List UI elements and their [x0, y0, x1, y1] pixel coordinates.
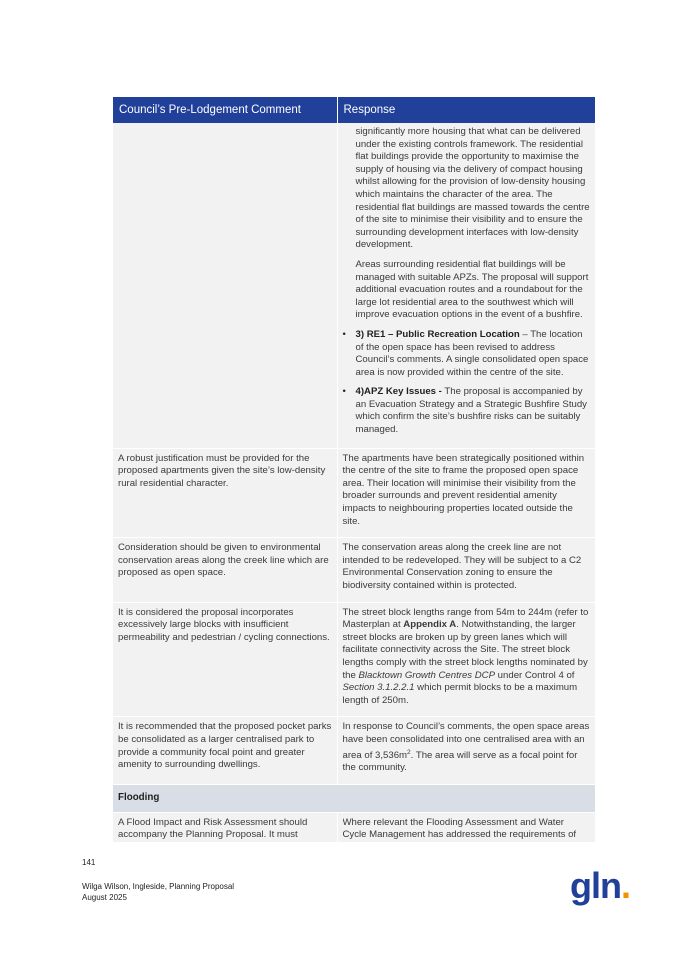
section-heading: Flooding — [113, 784, 595, 812]
response-cell — [337, 717, 595, 785]
response-paragraph: Areas surrounding residential flat buildings will be managed with suitable APZs. The proposal will support additional evacuation routes and a roundabout for the large lot residential area to the southwest which will improve evacuation options in the event of a bushfire. — [355, 258, 589, 321]
section-row — [113, 784, 595, 812]
table-header-row — [113, 97, 595, 123]
comment-cell: It is considered the proposal incorporates excessively large blocks with insufficient permeability and pedestrian / cycling connections. — [113, 602, 337, 717]
comments-response-table — [113, 97, 595, 843]
response-cell: The conservation areas along the creek line are not intended to be redeveloped. They will be subject to a C2 Environmental Conservation zoning to ensure the biodiversity contained within is protected. — [337, 538, 595, 602]
table-row — [113, 448, 595, 538]
response-cell — [337, 123, 595, 448]
section-reference: Section 3.1.2.2.1 — [342, 682, 415, 694]
table-row — [113, 812, 595, 842]
comment-text: A Flood Impact and Risk Assessment should accompany the Planning Proposal. It must — [118, 816, 308, 841]
header-response: Response — [337, 97, 595, 123]
response-text: which permit blocks to be a maximum length of 250m. — [342, 682, 578, 706]
table-row — [113, 538, 595, 602]
response-cell — [337, 812, 595, 842]
bullet-label: 4)APZ Key Issues - — [355, 386, 442, 398]
logo-dot: . — [620, 865, 630, 906]
comment-cell: It is recommended that the proposed pocket parks be consolidated as a larger centralised park to provide a community focal point and greater amenity to surrounding dwellings. — [113, 717, 337, 785]
table-row — [113, 602, 595, 717]
response-text: Where relevant the Flooding Assessment and Water Cycle Management has addressed the requirements of — [342, 816, 577, 841]
bullet-item — [343, 329, 591, 379]
comment-cell: A robust justification must be provided for the proposed apartments given the site’s low-density rural residential character. — [113, 448, 337, 538]
logo-text: gln — [570, 865, 621, 906]
response-cell: The apartments have been strategically positioned within the centre of the site to frame the proposed open space area. Their location will minimise their visibility from the broader surrounds and prevent residential amenity impacts to neighbouring properties located outside the site. — [337, 448, 595, 538]
response-text: In response to Council’s comments, the open space areas have been consolidated into one centralised area with an area of 3,536m — [342, 721, 590, 761]
comment-cell — [113, 812, 337, 842]
bullet-icon: • — [342, 328, 346, 340]
response-text: . The area will serve as a focal point for the community. — [342, 749, 578, 774]
bullet-text: The proposal is accompanied by an Evacuation Strategy and a Strategic Bushfire Study which confirm the site’s bushfire risks can be suitably managed. — [355, 386, 587, 436]
dcp-reference: Blacktown Growth Centres DCP — [358, 669, 496, 681]
comment-cell: Consideration should be given to environmental conservation areas along the creek line which are proposed as open space. — [113, 538, 337, 602]
table-row — [113, 123, 595, 448]
superscript: 2 — [407, 748, 411, 756]
header-comment: Council’s Pre-Lodgement Comment — [113, 97, 337, 123]
table-row — [113, 717, 595, 785]
document-title: Wilga Wilson, Ingleside, Planning Proposal — [82, 882, 235, 891]
response-paragraph: significantly more housing that what can be delivered under the existing controls framework. The residential flat buildings provide the opportunity to maximise the supply of housing via the delivery of compact housing whilst allowing for the provision of low-density housing which maintains the character of the area. The residential flat buildings are massed towards the centre of the site to minimise their visibility and to ensure the surrounding development interfaces with low-density development. — [355, 126, 590, 251]
bullet-icon: • — [342, 386, 346, 398]
bullet-item — [343, 386, 591, 436]
page-number: 141 — [82, 858, 96, 867]
response-text: . Notwithstanding, the larger street blocks are broken up by green lanes which will facilitate connectivity across the Site. The street block lengths comply with the street block lengths nominated by the — [342, 619, 588, 681]
response-cell — [337, 602, 595, 717]
bullet-text: – The location of the open space has been revised to address Council’s comments. A single consolidated open space area is now provided within the centre of the site. — [355, 328, 589, 378]
response-text: under Control 4 of — [495, 669, 575, 681]
gln-logo — [570, 866, 630, 906]
appendix-reference: Appendix A — [403, 619, 457, 631]
comment-cell — [113, 123, 337, 448]
response-text: The street block lengths range from 54m to 244m (refer to Masterplan at — [342, 606, 589, 631]
document-date: August 2025 — [82, 893, 127, 902]
bullet-label: 3) RE1 – Public Recreation Location — [355, 328, 520, 340]
